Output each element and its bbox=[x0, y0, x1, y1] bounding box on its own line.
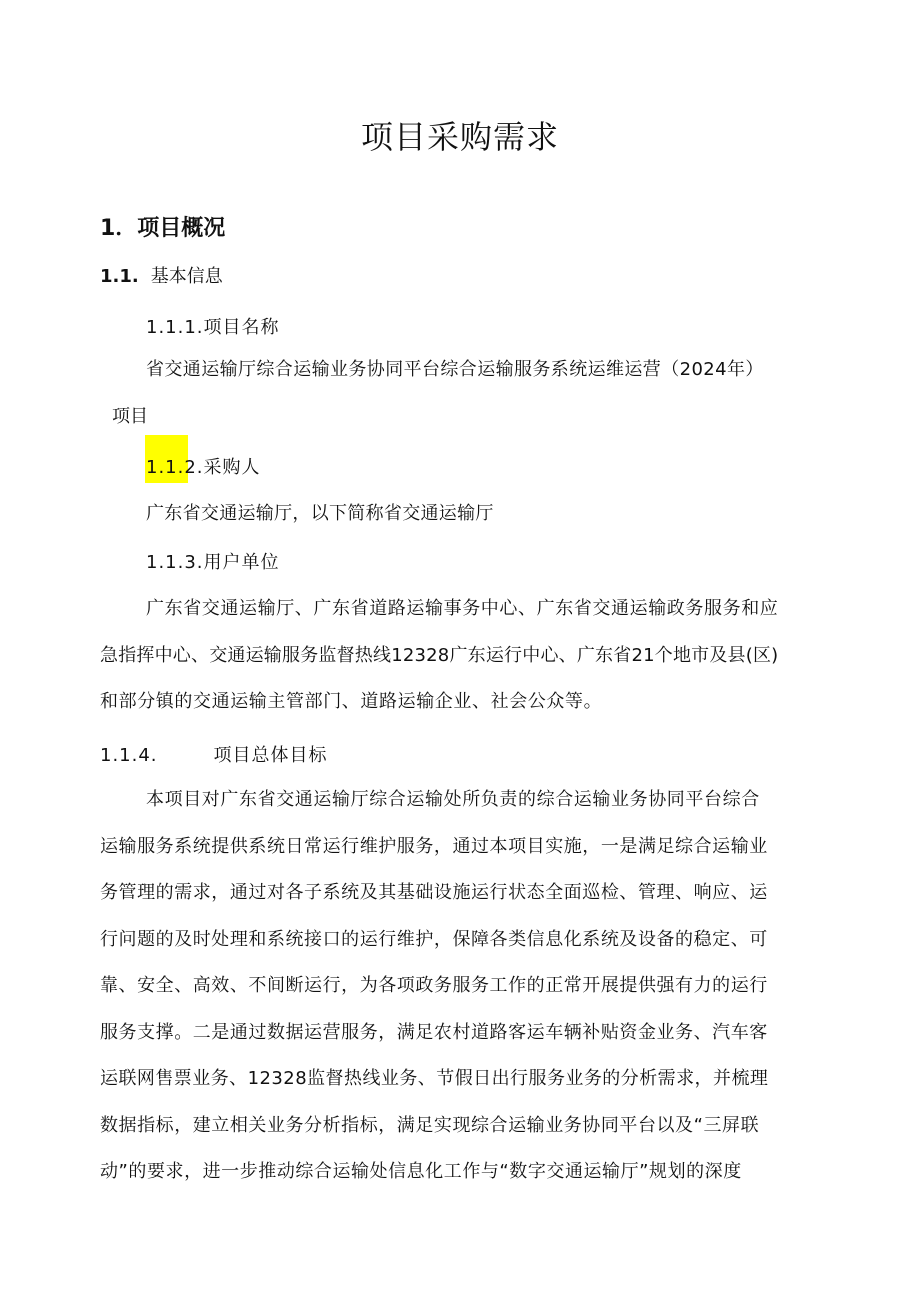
goal-line-4: 行问题的及时处理和系统接口的运行维护，保障各类信息化系统及设备的稳定、可 bbox=[100, 928, 768, 950]
item-heading-project-name: 1.1.1.项目名称 bbox=[146, 317, 280, 338]
item-number: 1.1.4. bbox=[100, 745, 158, 766]
subsection-heading-basic-info bbox=[100, 262, 223, 288]
goal-line-1: 本项目对广东省交通运输厅综合运输处所负责的综合运输业务协同平台综合 bbox=[146, 789, 760, 810]
project-name-text-line2: 项目 bbox=[112, 406, 148, 427]
item-label: 项目总体目标 bbox=[213, 745, 328, 766]
user-units-line-3: 和部分镇的交通运输主管部门、道路运输企业、社会公众等。 bbox=[100, 691, 603, 712]
item-heading-purchaser: 1.1.2.采购人 bbox=[146, 457, 261, 478]
user-units-line-2: 急指挥中心、交通运输服务监督热线12328广东运行中心、广东省21个地市及县(区) bbox=[100, 644, 779, 666]
goal-line-8: 数据指标，建立相关业务分析指标，满足实现综合运输业务协同平台以及“三屏联 bbox=[100, 1114, 760, 1136]
goal-line-6: 服务支撑。二是通过数据运营服务，满足农村道路客运车辆补贴资金业务、汽车客 bbox=[100, 1021, 768, 1043]
goal-line-7: 运联网售票业务、12328监督热线业务、节假日出行服务业务的分析需求，并梳理 bbox=[100, 1068, 769, 1089]
subsection-number: 1.1. bbox=[100, 266, 139, 287]
purchaser-text: 广东省交通运输厅，以下简称省交通运输厅 bbox=[146, 503, 494, 524]
subsection-label: 基本信息 bbox=[150, 266, 223, 287]
goal-line-9: 动”的要求，进一步推动综合运输处信息化工作与“数字交通运输厅”规划的深度 bbox=[100, 1161, 742, 1182]
user-units-paragraph bbox=[100, 586, 822, 726]
project-name-text-line1: 省交通运输厅综合运输业务协同平台综合运输服务系统运维运营（2024年） bbox=[146, 359, 764, 380]
goal-line-3: 务管理的需求，通过对各子系统及其基础设施运行状态全面巡检、管理、响应、运 bbox=[100, 882, 768, 903]
document-title: 项目采购需求 bbox=[360, 118, 559, 156]
goal-line-5: 靠、安全、高效、不间断运行，为各项政务服务工作的正常开展提供强有力的运行 bbox=[100, 975, 768, 996]
item-heading-user-units: 1.1.3.用户单位 bbox=[146, 552, 280, 573]
item-heading-overall-goal bbox=[100, 741, 328, 767]
section-heading-project-overview: 1．项目概况 bbox=[100, 216, 226, 241]
overall-goal-paragraph bbox=[100, 777, 822, 1196]
user-units-line-1: 广东省交通运输厅、广东省道路运输事务中心、广东省交通运输政务服务和应 bbox=[146, 598, 779, 619]
goal-line-2: 运输服务系统提供系统日常运行维护服务，通过本项目实施，一是满足综合运输业 bbox=[100, 835, 768, 857]
